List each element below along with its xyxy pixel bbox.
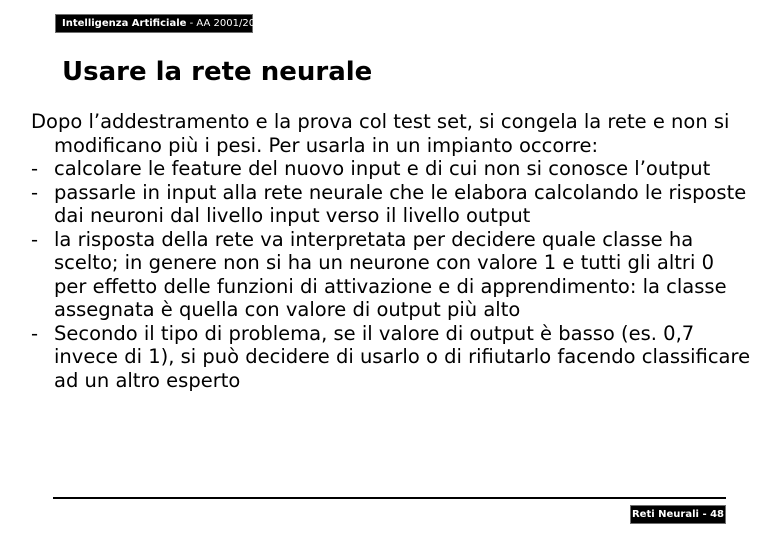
bullet-dash: - (31, 321, 39, 345)
bullet-text: calcolare le feature del nuovo input e di cui non si conosce l’output (54, 157, 711, 180)
slide-title: Usare la rete neurale (62, 57, 373, 87)
header-separator: - (186, 18, 197, 29)
page-number-badge: Reti Neurali - 48 (630, 505, 726, 524)
bullet-text: Secondo il tipo di problema, se il valore di output è basso (es. 0,7 invece di 1), si può decidere di usarlo o di rifiutarlo facendo classificare ad un altro esperto (54, 321, 751, 392)
bullet-item (31, 181, 751, 228)
course-name: Intelligenza Artificiale (62, 18, 187, 29)
bullet-item (31, 322, 751, 393)
intro-paragraph: Dopo l’addestramento e la prova col test set, si congela la rete e non si modificano più i pesi. Per usarla in un impianto occorre: (31, 110, 730, 157)
bullet-dash: - (31, 227, 39, 251)
bullet-item (31, 157, 751, 181)
academic-year: AA 2001/2002 (196, 18, 268, 29)
bullet-text: passarle in input alla rete neurale che le elabora calcolando le risposte dai neuroni dal livello input verso il livello output (54, 180, 747, 227)
bullet-text: la risposta della rete va interpretata per decidere quale classe ha scelto; in genere non si ha un neurone con valore 1 e tutti gli altri 0 per effetto delle funzioni di attivazione e di apprendimento: la classe assegnata è quella con valore di output più alto (54, 227, 727, 321)
slide-body (31, 110, 751, 392)
bullet-dash: - (31, 180, 39, 204)
course-header-badge (55, 14, 268, 33)
bullet-dash: - (31, 157, 39, 180)
bullet-item (31, 228, 751, 322)
footer-divider (53, 497, 726, 499)
